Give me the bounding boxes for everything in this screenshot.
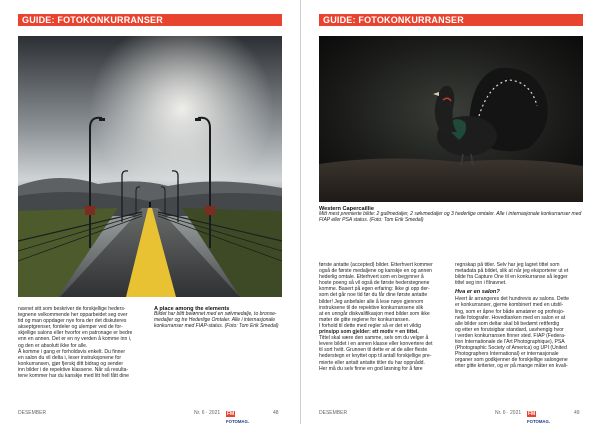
- footer-month: DESEMBER: [18, 410, 47, 416]
- page-footer: [319, 409, 583, 424]
- body-line: en salon du vil delta i, leser instruksjonene for: [18, 354, 122, 361]
- body-line: i verden konkurransen finner sted. FIAP (Federa-: [455, 332, 566, 339]
- body-line: inn bilder i de repektive klassene. Når så resulta-: [18, 366, 129, 373]
- photo-caption: [319, 206, 583, 226]
- body-column-1: [319, 262, 449, 408]
- body-line: Tittel skal være den samme, selv om du velger å: [319, 335, 429, 342]
- body-line: Å komme i gang er forholdsvis enkelt. Du finner: [18, 348, 126, 355]
- section-banner: GUIDE: FOTOKONKURRANSER: [18, 14, 282, 26]
- body-line: skjellige salons eller hvorfor en patronage er bedre: [18, 330, 133, 337]
- logo-text: FOTOMAG.: [226, 419, 250, 424]
- body-line: Hvert år arrangeres det hundrevis av salons. Dette: [455, 296, 570, 303]
- body-line: I forhold til dette med regler så er det et viktig: [319, 322, 421, 329]
- magazine-logo: [226, 410, 256, 424]
- body-line: ling, som er åpne for både amatører og profesjo-: [455, 308, 565, 315]
- road-bridge-image: [18, 36, 282, 297]
- body-line: og den er absolutt ikke for alle.: [18, 342, 88, 349]
- body-line: tittel seg inn i filnavnet.: [455, 280, 507, 287]
- body-line: instruksene til de repektive konkurransene slik: [319, 304, 424, 311]
- body-line: Her må du selv finne en god løsning for å føre: [319, 365, 423, 372]
- body-line: mierte eller antatt antatte titler du har oppnådd.: [319, 359, 425, 366]
- body-line: Photographers International) er internasjonale: [455, 351, 559, 358]
- body-line: etter gitte kriterier, og er på mange måter en kvali-: [455, 363, 568, 370]
- body-line: levere bildet i en annen klasse eller konvertere det: [319, 341, 433, 348]
- body-line: bilder! Jeg anbefaler alle å lese nøye gjennom: [319, 298, 424, 305]
- body-line: konkurransen, gjør fjerskj ditt bidrag og sender: [18, 360, 124, 367]
- body-line: at en unngår diskvalifikasjon med bilder som ikke: [319, 310, 430, 317]
- logo-text: FOTOMAG.: [527, 419, 551, 424]
- footer-month: DESEMBER: [319, 410, 348, 416]
- body-line: tene kommer har du kanskje med litt hell fått dine: [18, 373, 129, 380]
- body-line: hederstegn er knyttet opp til antall forskjellige pre-: [319, 353, 432, 360]
- caption-body: Bildet har blitt belønnet med en sølvmedalje, to bronse-medaljer og tre Hederlige Omtaler. Alle i internasjonale konkurranser med FIAP-status. (Foto: Tom Erik Smedal): [154, 311, 279, 330]
- logo-mark: FM: [528, 411, 536, 417]
- section-subheading: Hva er en salon?: [455, 289, 500, 296]
- caption-body: Mitt mest premierte bilde: 2 gullmedaljer, 2 sølvmedaljer og 3 hederlige omtaler. Alle i internasjonale konkurranser med FIAP eller PSA status. (Foto: Tom Erik Smedal): [319, 211, 582, 224]
- body-column-1: [18, 306, 150, 402]
- body-line: hederlig omtale. Etterhvert som en begynner å: [319, 274, 424, 281]
- body-line: første antatte (accepted) bilder. Etterhvert kommer: [319, 262, 433, 268]
- body-line: navnet sitt som beskriver de forskjellige heders-: [18, 306, 126, 312]
- caption-title: A place among the elements: [154, 306, 230, 312]
- body-line: organer som godkjenner de forskjellige salongene: [455, 357, 568, 364]
- body-line: alle bilder som deltar skal bli bedømt rettferdig: [455, 320, 560, 327]
- page-footer: [18, 409, 282, 424]
- body-line: bilde fra Capture One til en konkurranse så legger: [455, 274, 568, 281]
- body-line: tion Internationale de l'Art Photographique), PSA: [455, 339, 565, 346]
- body-line: metadata på bildet, slik at når jeg eksporterer ut et: [455, 268, 569, 275]
- body-line: og etter en forutsigbar standard, uavhengig hvor: [455, 326, 564, 333]
- section-banner: GUIDE: FOTOKONKURRANSER: [319, 14, 583, 26]
- body-line: regnskap på titler. Selv har jeg lagret tittel som: [455, 262, 560, 268]
- capercaillie-photo: [319, 36, 583, 202]
- logo-mark: FM: [227, 411, 235, 417]
- body-line: hoste poeng så vil også de første hederstegnene: [319, 280, 430, 287]
- footer-issue: Nr. 6 · 2021: [194, 410, 221, 416]
- body-line: som det går noe tid før du får dine første antatte: [319, 292, 428, 299]
- body-column-2: [455, 262, 585, 408]
- body-line: komme. Basert på egen erfaring: Ikke gi opp der-: [319, 286, 430, 293]
- body-line: prinsipp som gjelder: ett motiv = en tittel.: [319, 329, 419, 336]
- body-line: nelle fotografer. Hovedtanken med en salon er at: [455, 314, 566, 321]
- capercaillie-image: [319, 36, 583, 202]
- page-number: 49: [574, 410, 580, 416]
- photo-caption: [154, 306, 282, 342]
- caption-title: Western Capercaillie: [319, 206, 374, 212]
- body-line: også de første medaljene og kanskje en og annen: [319, 268, 432, 275]
- road-photo: [18, 36, 282, 297]
- right-page: [300, 0, 600, 424]
- magazine-logo: [527, 410, 557, 424]
- body-line: til sort hvitt. Grunnen til dette er at de aller fleste: [319, 347, 428, 354]
- page-number: 48: [273, 410, 279, 416]
- body-line: enn en annen. Det er en ny verden å komme inn i,: [18, 336, 132, 343]
- footer-issue: Nr. 6 · 2021: [495, 410, 522, 416]
- body-line: tid og man oppdager nye fora der det diskuteres: [18, 318, 127, 325]
- body-line: tegnene velkommende her opparbeidet seg over: [18, 312, 128, 319]
- body-line: (Photographic Society of America) og UPI (United: [455, 345, 567, 352]
- body-line: møter de gitte reglene for konkurransen.: [319, 316, 410, 323]
- body-line: akseptgrenser, fordeler og ulemper ved de for-: [18, 324, 123, 331]
- body-line: er konkurranser, gjerne kombinert med en utstil-: [455, 302, 564, 309]
